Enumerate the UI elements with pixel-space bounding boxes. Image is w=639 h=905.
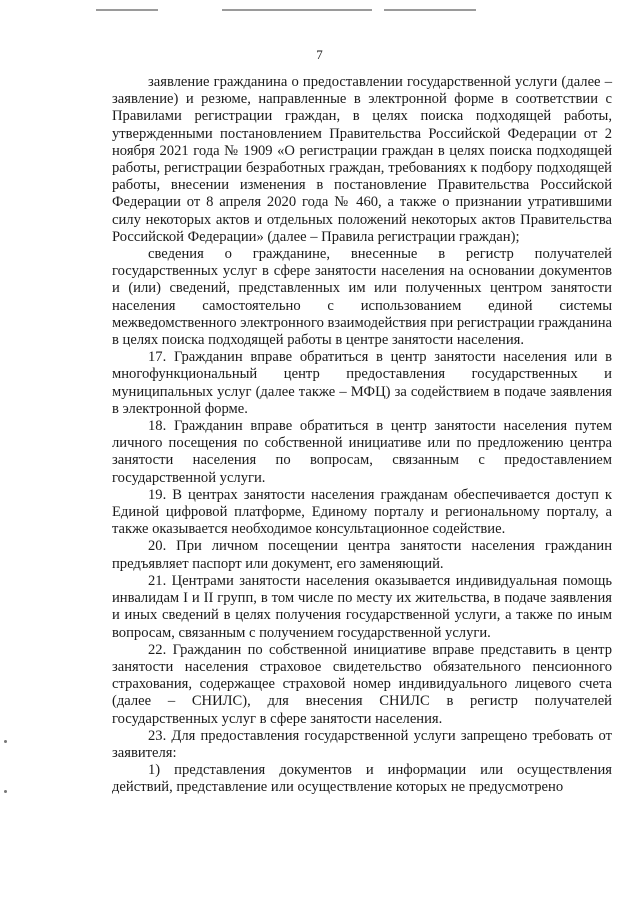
scan-margin-dot bbox=[4, 790, 7, 793]
paragraph-21: 21. Центрами занятости населения оказывается индивидуальная помощь инвалидам I и II групп, в том числе по месту их жительства, в подаче заявления и иных сведений в целях получения государственной услуги, а также по иным вопросам, связанным с получением государственной услуги. bbox=[112, 572, 612, 641]
scan-artifact-line bbox=[222, 9, 372, 11]
paragraph-19: 19. В центрах занятости населения гражданам обеспечивается доступ к Единой цифровой платформе, Единому порталу и региональному порталу, а также оказывается необходимое консультационное содействие. bbox=[112, 486, 612, 538]
page-number: 7 bbox=[316, 47, 323, 62]
paragraph-application: заявление гражданина о предоставлении государственной услуги (далее – заявление) и резюме, направленные в электронной форме в соответствии с Правилами регистрации граждан, в целях поиска подходящей работы, утвержденными постановлением Правительства Российской Федерации от 2 ноября 2021 года № 1909 «О регистрации граждан в целях поиска подходящей работы, регистрации безработных граждан, требованиях к подбору подходящей работы, внесении изменения в постановление Правительства Российской Федерации от 8 апреля 2020 года № 460, а также о признании утратившими силу некоторых актов и отдельных положений некоторых актов Правительства Российской Федерации» (далее – Правила регистрации граждан); bbox=[112, 74, 612, 245]
paragraph-23: 23. Для предоставления государственной услуги запрещено требовать от заявителя: bbox=[112, 727, 612, 761]
paragraph-23-item-1: 1) представления документов и информации или осуществления действий, представление или осуществление которых не предусмотрено bbox=[112, 762, 612, 796]
paragraph-18: 18. Гражданин вправе обратиться в центр занятости населения путем личного посещения по собственной инициативе или по предложению центра занятости населения по вопросам, связанным с предоставлением государственной услуги. bbox=[112, 418, 612, 486]
paragraph-22: 22. Гражданин по собственной инициативе вправе представить в центр занятости населения страховое свидетельство обязательного пенсионного страхования, содержащее страховой номер индивидуального лицевого счета (далее – СНИЛС), для внесения СНИЛС в регистр получателей государственных услуг в сфере занятости населения. bbox=[112, 641, 612, 727]
paragraph-20: 20. При личном посещении центра занятости населения гражданин предъявляет паспорт или документ, его заменяющий. bbox=[112, 538, 612, 572]
scan-artifact-line bbox=[384, 9, 476, 11]
document-body bbox=[112, 74, 612, 797]
paragraph-17: 17. Гражданин вправе обратиться в центр занятости населения или в многофункциональный центр предоставления государственных и муниципальных услуг (далее также – МФЦ) за содействием в подаче заявления в электронной форме. bbox=[112, 349, 612, 417]
scan-margin-dot bbox=[4, 740, 7, 743]
paragraph-citizen-info: сведения о гражданине, внесенные в регистр получателей государственных услуг в сфере занятости населения на основании документов и (или) сведений, представленных им или полученных центром занятости населения самостоятельно с использованием единой системы межведомственного электронного взаимодействия при регистрации гражданина в целях поиска подходящей работы в центре занятости населения. bbox=[112, 246, 612, 349]
scan-artifact-line bbox=[96, 9, 158, 11]
